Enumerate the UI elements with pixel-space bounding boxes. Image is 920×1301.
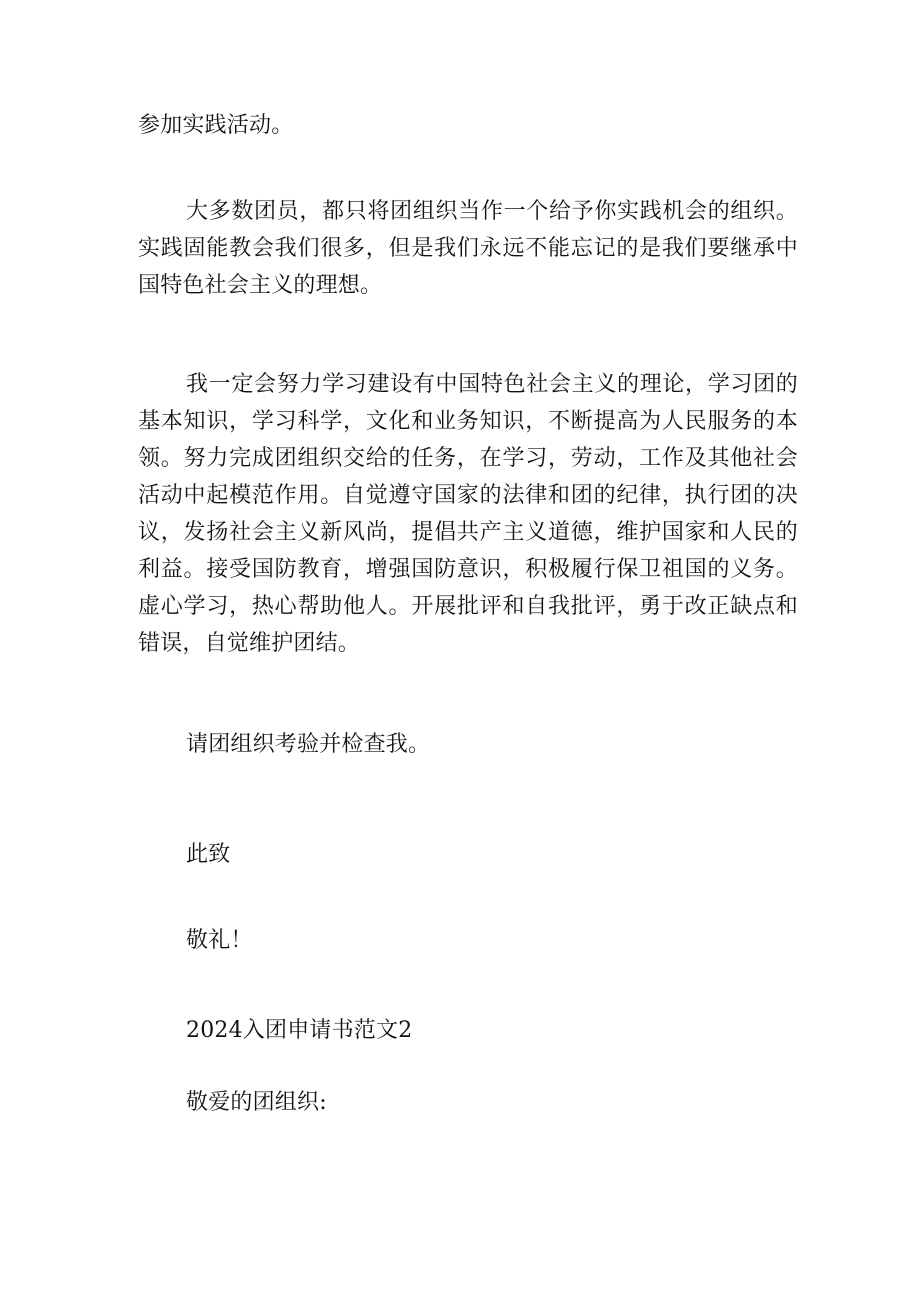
paragraph-continuation: 参加实践活动。 [138, 113, 294, 138]
closing-salutation: 此致 [186, 842, 231, 867]
section-heading: 2024入团申请书范文2 [186, 1018, 413, 1043]
paragraph-practice: 大多数团员，都只将团组织当作一个给予你实践机会的组织。实践固能教会我们很多，但是我们永远不能忘记的是我们要继承中国特色社会主义的理想。 [138, 199, 798, 298]
paragraph-commitment: 我一定会努力学习建设有中国特色社会主义的理论，学习团的基本知识，学习科学，文化和业务知识，不断提高为人民服务的本领。努力完成团组织交给的任务，在学习，劳动，工作及其他社会活动中起模范作用。自觉遵守国家的法律和团的纪律，执行团的决议，发扬社会主义新风尚，提倡共产主义道德，维护国家和人民的利益。接受国防教育，增强国防意识，积极履行保卫祖国的义务。虚心学习，热心帮助他人。开展批评和自我批评，勇于改正缺点和错误，自觉维护团结。 [138, 372, 798, 656]
paragraph-request: 请团组织考验并检查我。 [186, 732, 431, 757]
letter-greeting: 敬爱的团组织: [186, 1090, 327, 1115]
closing-regards: 敬礼！ [186, 928, 253, 953]
